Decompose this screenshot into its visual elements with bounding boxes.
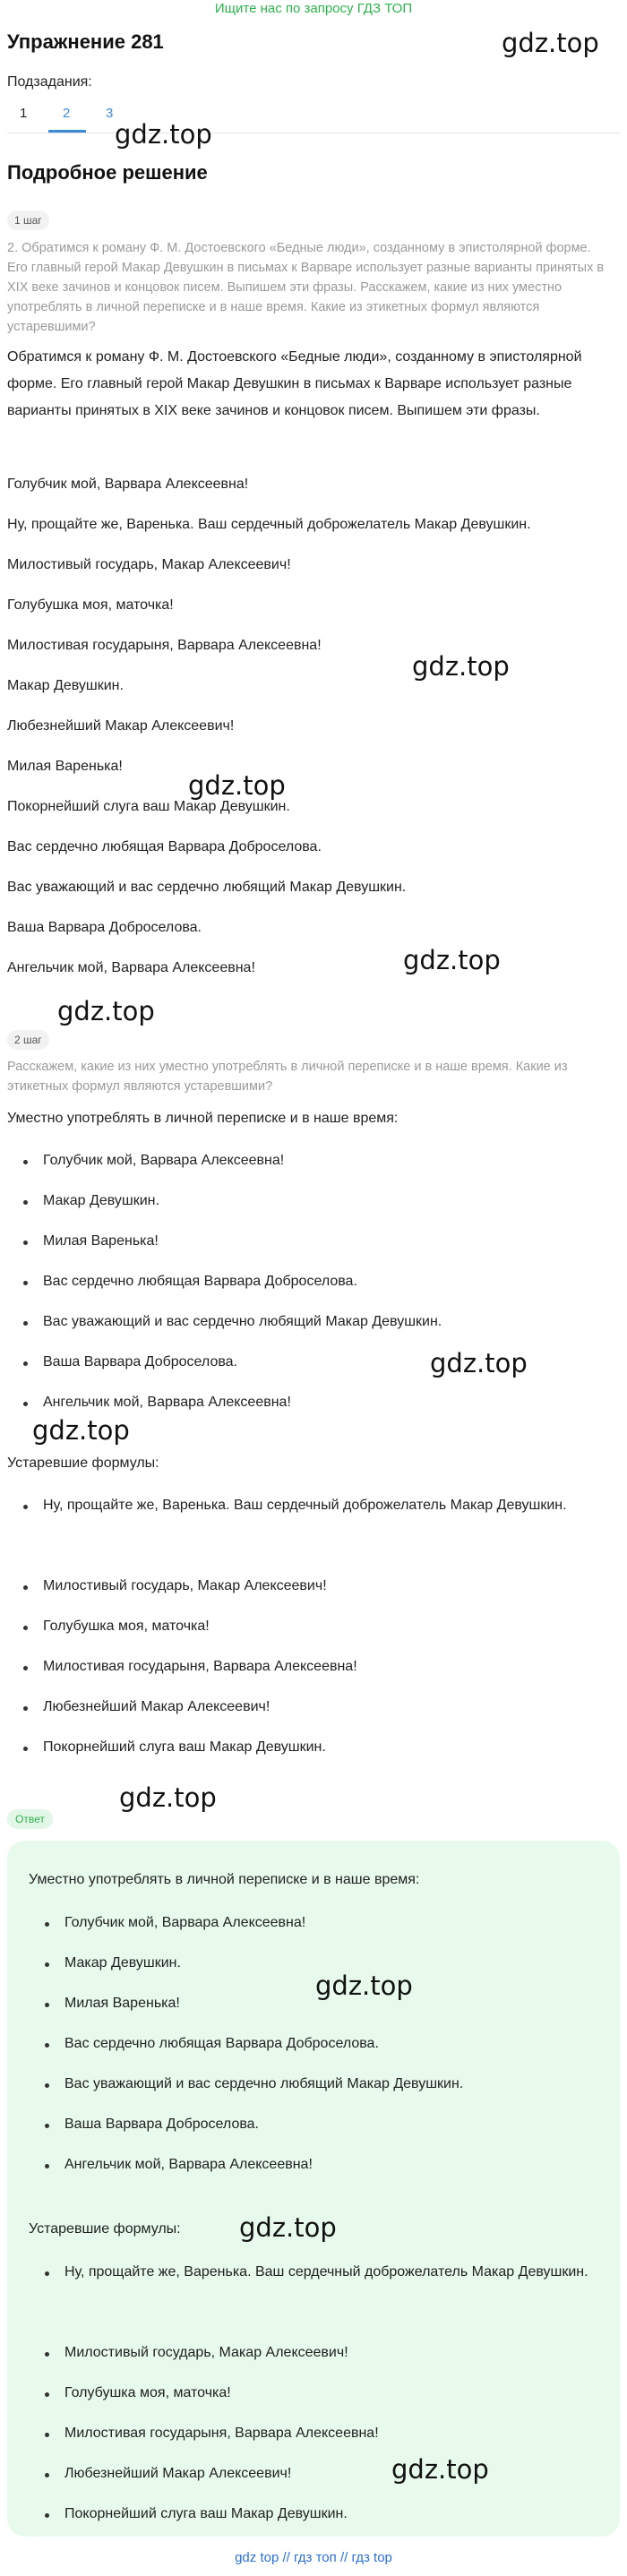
list-item	[29, 2340, 611, 2366]
footer-link[interactable]: гдз top	[351, 2550, 392, 2565]
list-item	[7, 1229, 589, 1254]
phrase-line: Голубушка моя, маточка!	[7, 597, 174, 613]
watermark: gdz.top	[430, 1348, 528, 1378]
phrase-line: Вас сердечно любящая Варвара Доброселова.	[7, 839, 322, 854]
list-item	[29, 2421, 611, 2446]
list-item	[29, 2072, 611, 2097]
outdated-heading: Устаревшие формулы:	[29, 2221, 181, 2237]
bullet-icon	[23, 1626, 28, 1630]
list-item	[7, 1574, 589, 1599]
phrase-line: Милостивый государь, Макар Алексеевич!	[7, 557, 291, 572]
list-item-text: Вас уважающий и вас сердечно любящий Макар Девушкин.	[64, 2076, 464, 2091]
list-item	[29, 2381, 611, 2406]
list-item-text: Милая Варенька!	[43, 1233, 159, 1249]
bullet-icon	[45, 2513, 49, 2518]
subtask-tabs	[7, 100, 620, 133]
bullet-icon	[45, 2164, 49, 2168]
watermark: gdz.top	[119, 1782, 217, 1813]
list-item	[29, 2112, 611, 2137]
list-item-text: Вас сердечно любящая Варвара Доброселова.	[43, 1274, 357, 1289]
active-tab-indicator	[48, 130, 86, 133]
phrase-line: Покорнейший слуга ваш Макар Девушкин.	[7, 799, 290, 814]
list-item-text: Милостивая государыня, Варвара Алексеевна!	[64, 2426, 379, 2441]
watermark: gdz.top	[502, 28, 599, 58]
bullet-icon	[45, 2124, 49, 2128]
phrase-line: Ангельчик мой, Варвара Алексеевна!	[7, 960, 255, 975]
list-item-text: Ангельчик мой, Варвара Алексеевна!	[43, 1395, 291, 1410]
solution-title: Подробное решение	[7, 161, 208, 184]
bullet-icon	[45, 2473, 49, 2477]
list-item	[29, 1911, 611, 1936]
bullet-icon	[23, 1281, 28, 1285]
list-item-text: Покорнейший слуга ваш Макар Девушкин.	[64, 2506, 348, 2521]
bullet-icon	[23, 1321, 28, 1326]
watermark: gdz.top	[188, 770, 286, 801]
modern-heading: Уместно употреблять в личной переписке и в наше время:	[29, 1872, 420, 1887]
phrase-line: Ну, прощайте же, Варенька. Ваш сердечный доброжелатель Макар Девушкин.	[7, 517, 531, 532]
watermark: gdz.top	[239, 2212, 337, 2243]
list-item-text: Милостивая государыня, Варвара Алексеевна!	[43, 1659, 357, 1674]
list-item	[7, 1493, 589, 1518]
bullet-icon	[23, 1402, 28, 1406]
answer-badge: Ответ	[7, 1809, 53, 1829]
footer-separator: //	[282, 2550, 290, 2565]
list-item-text: Ваша Варвара Доброселова.	[43, 1354, 237, 1370]
list-item	[29, 2502, 611, 2527]
bullet-icon	[45, 1922, 49, 1927]
list-item	[7, 1390, 589, 1415]
phrase-line: Милая Варенька!	[7, 759, 123, 774]
list-item-text: Милая Варенька!	[64, 1996, 180, 2011]
phrase-line: Ваша Варвара Доброселова.	[7, 920, 202, 935]
bullet-icon	[23, 1361, 28, 1366]
bullet-icon	[23, 1706, 28, 1711]
list-item-text: Ну, прощайте же, Варенька. Ваш сердечный доброжелатель Макар Девушкин.	[43, 1498, 567, 1513]
list-item-text: Милостивый государь, Макар Алексеевич!	[43, 1578, 327, 1593]
list-item	[7, 1269, 589, 1294]
promo-banner[interactable]: Ищите нас по запросу ГДЗ ТОП	[214, 1, 413, 16]
list-item	[29, 2461, 611, 2486]
list-item-text: Вас уважающий и вас сердечно любящий Макар Девушкин.	[43, 1314, 442, 1329]
bullet-icon	[23, 1160, 28, 1164]
outdated-heading: Устаревшие формулы:	[7, 1455, 159, 1471]
list-item-text: Милостивый государь, Макар Алексеевич!	[64, 2345, 348, 2360]
watermark: gdz.top	[391, 2454, 489, 2485]
list-item-text: Голубчик мой, Варвара Алексеевна!	[43, 1153, 285, 1168]
bullet-icon	[45, 2271, 49, 2276]
task-text: 2. Обратимся к роману Ф. М. Достоевского «Бедные люди», созданному в эпистолярной форме. Его главный герой Макар Девушкин в письмах к Варваре использует разные варианты принятых в XIX веке зачинов и концовок писем. Выпишем эти фразы. Расскажем, какие из них уместно употреблять в личной переписке и в наше время. Какие из этикетных формул являются устаревшими?	[7, 241, 605, 334]
footer-link[interactable]: гдз топ	[294, 2550, 337, 2565]
bullet-icon	[45, 1962, 49, 1967]
bullet-icon	[23, 1241, 28, 1245]
phrase-line: Голубчик мой, Варвара Алексеевна!	[7, 477, 249, 492]
step-badge: 1 шаг	[7, 210, 49, 230]
phrase-line: Милостивая государыня, Варвара Алексеевна!	[7, 638, 322, 653]
watermark: gdz.top	[57, 996, 155, 1026]
task-text: Расскажем, какие из них уместно употреблять в личной переписке и в наше время. Какие из этикетных формул являются устаревшими?	[7, 1060, 568, 1094]
footer	[0, 2550, 627, 2565]
bullet-icon	[23, 1505, 28, 1509]
bullet-icon	[45, 2392, 49, 2397]
list-item	[29, 2031, 611, 2057]
bullet-icon	[45, 2352, 49, 2357]
subtasks-label: Подзадания:	[7, 74, 92, 90]
list-item	[7, 1654, 589, 1679]
list-item-text: Голубушка моя, маточка!	[64, 2385, 231, 2400]
list-item	[29, 2260, 611, 2285]
tab-subtask-3[interactable]: 3	[106, 106, 114, 121]
phrase-line: Любезнейший Макар Алексеевич!	[7, 718, 235, 734]
watermark: gdz.top	[315, 1971, 413, 2001]
footer-separator: //	[339, 2550, 348, 2565]
list-item-text: Любезнейший Макар Алексеевич!	[43, 1699, 271, 1714]
list-item-text: Голубушка моя, маточка!	[43, 1619, 210, 1634]
solution-intro: Обратимся к роману Ф. М. Достоевского «Бедные люди», созданному в эпистолярной форме. Его главный герой Макар Девушкин в письмах к Варваре использует разные варианты принятых в XIX веке зачинов и концовок писем. Выпишем эти фразы.	[7, 349, 582, 418]
bullet-icon	[45, 2433, 49, 2437]
list-item	[29, 2152, 611, 2177]
step-badge: 2 шаг	[7, 1030, 49, 1050]
list-item-text: Макар Девушкин.	[43, 1193, 159, 1208]
list-item	[7, 1735, 589, 1760]
bullet-icon	[23, 1747, 28, 1751]
bullet-icon	[23, 1666, 28, 1670]
bullet-icon	[45, 2083, 49, 2088]
watermark: gdz.top	[32, 1415, 130, 1446]
phrase-line: Макар Девушкин.	[7, 678, 124, 693]
list-item-text: Ваша Варвара Доброселова.	[64, 2117, 259, 2132]
page-title: Упражнение 281	[7, 30, 164, 53]
list-item	[7, 1148, 589, 1173]
tab-subtask-1[interactable]: 1	[20, 106, 28, 121]
list-item	[7, 1695, 589, 1720]
list-item-text: Любезнейший Макар Алексеевич!	[64, 2466, 292, 2481]
modern-heading: Уместно употреблять в личной переписке и в наше время:	[7, 1111, 399, 1126]
tab-subtask-2[interactable]: 2	[63, 106, 71, 121]
list-item	[7, 1614, 589, 1639]
list-item-text: Вас сердечно любящая Варвара Доброселова.	[64, 2036, 379, 2051]
footer-link[interactable]: gdz top	[235, 2550, 279, 2565]
bullet-icon	[45, 2043, 49, 2048]
list-item-text: Ангельчик мой, Варвара Алексеевна!	[64, 2157, 313, 2172]
list-item	[7, 1309, 589, 1335]
bullet-icon	[23, 1585, 28, 1590]
phrase-line: Вас уважающий и вас сердечно любящий Макар Девушкин.	[7, 880, 407, 895]
bullet-icon	[45, 2003, 49, 2007]
list-item-text: Макар Девушкин.	[64, 1955, 181, 1971]
watermark: gdz.top	[412, 651, 510, 682]
list-item	[7, 1189, 589, 1214]
bullet-icon	[23, 1200, 28, 1205]
list-item-text: Ну, прощайте же, Варенька. Ваш сердечный доброжелатель Макар Девушкин.	[64, 2264, 588, 2280]
list-item-text: Голубчик мой, Варвара Алексеевна!	[64, 1915, 306, 1930]
list-item-text: Покорнейший слуга ваш Макар Девушкин.	[43, 1739, 326, 1755]
watermark: gdz.top	[115, 119, 212, 150]
watermark: gdz.top	[403, 945, 501, 975]
